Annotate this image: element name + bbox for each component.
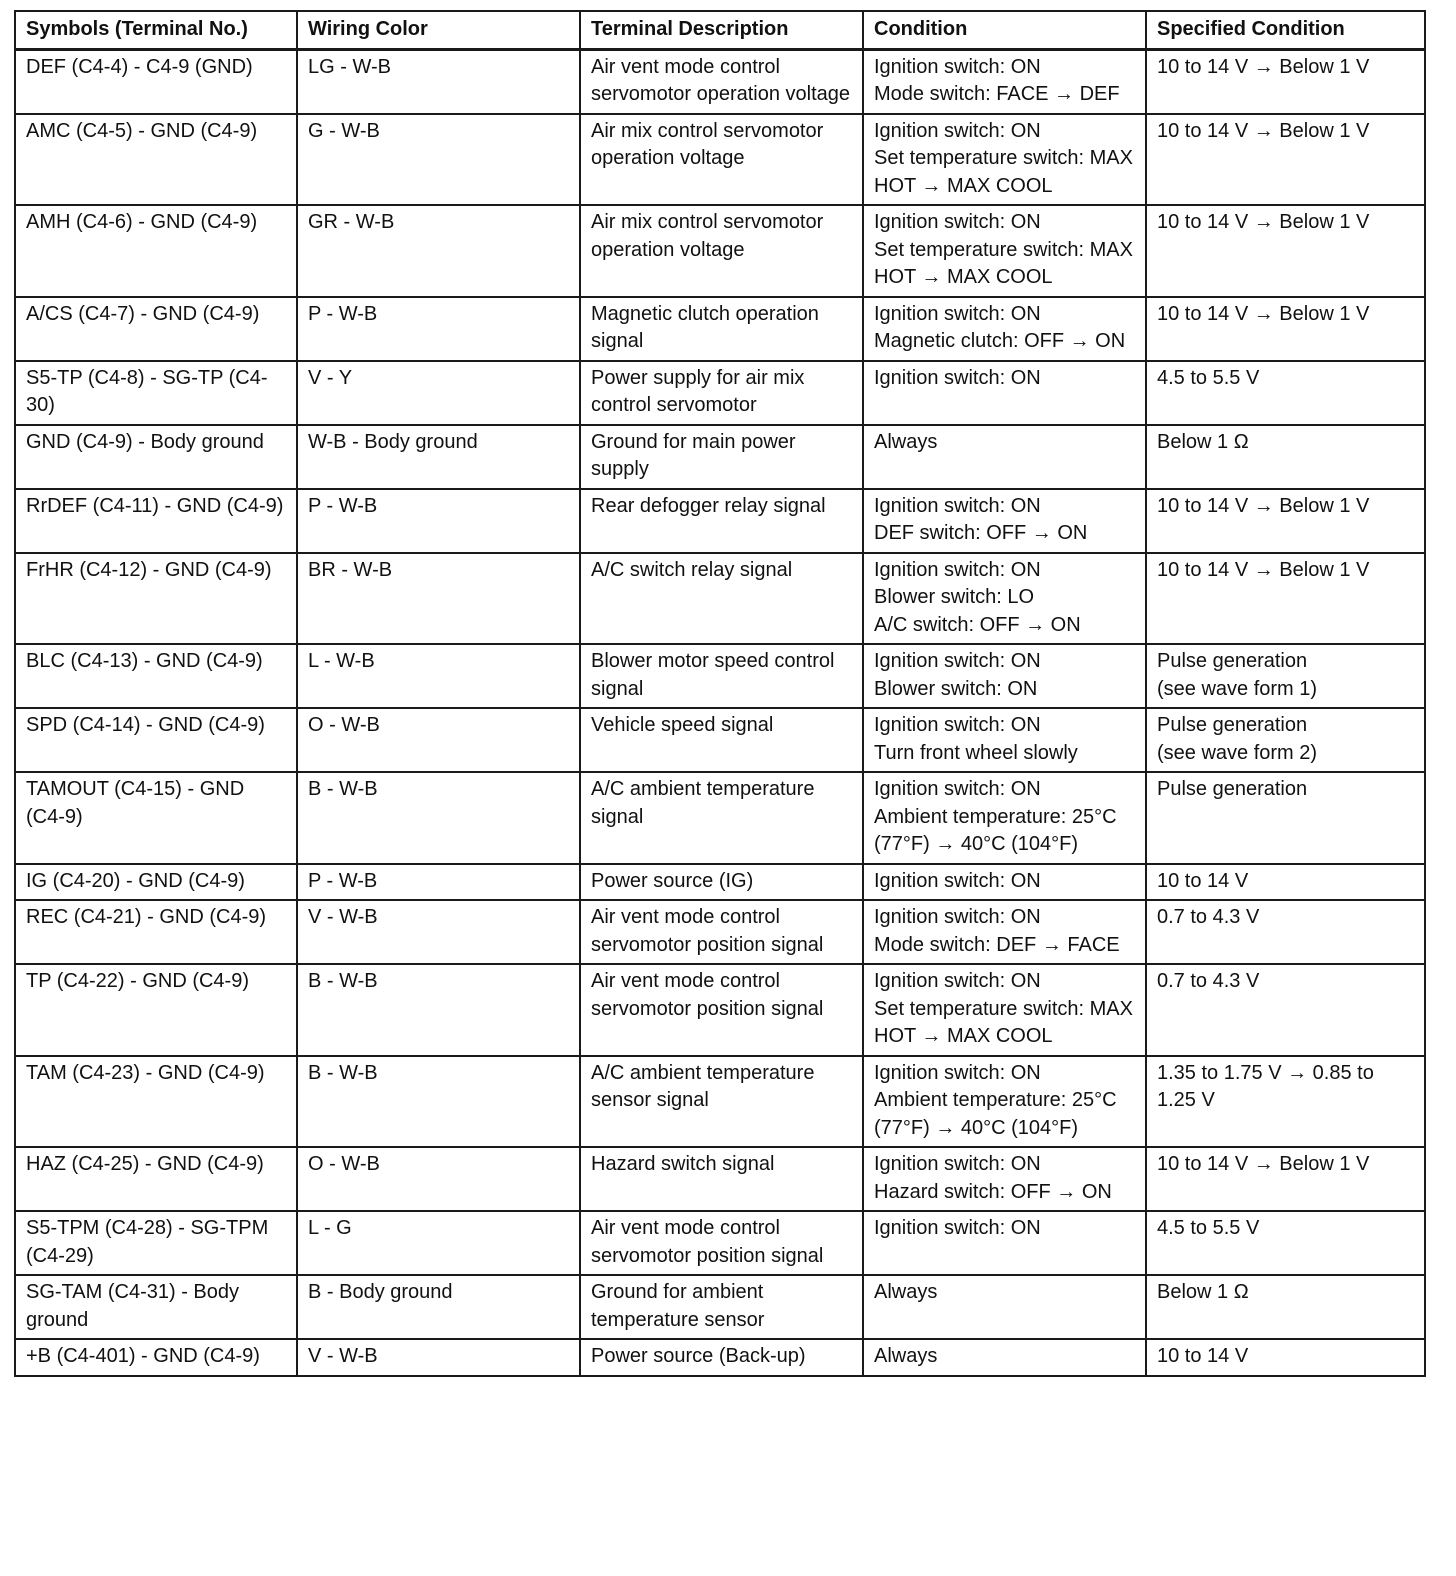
cell-wiring-color: P - W-B [297, 864, 580, 901]
cell-condition [863, 553, 1146, 645]
cell-condition-line: Set temperature switch: MAX HOT → MAX COOL [874, 997, 1133, 1047]
table-row [15, 964, 1425, 1056]
cell-condition [863, 205, 1146, 297]
cell-symbol: +B (C4-401) - GND (C4-9) [15, 1339, 297, 1376]
cell-condition [863, 361, 1146, 425]
table-row [15, 708, 1425, 772]
cell-specified [1146, 489, 1425, 553]
table-row [15, 425, 1425, 489]
header-row [15, 11, 1425, 49]
cell-condition-line: Always [874, 1281, 938, 1303]
cell-symbol: SG-TAM (C4-31) - Body ground [15, 1275, 297, 1339]
cell-specified [1146, 1211, 1425, 1275]
cell-specified [1146, 297, 1425, 361]
table-row [15, 772, 1425, 864]
cell-description: A/C ambient temperature signal [580, 772, 863, 864]
cell-condition-line: Ignition switch: ON [874, 55, 1041, 78]
cell-condition-line: Ignition switch: ON [874, 869, 1041, 892]
cell-condition-line: Ignition switch: ON [874, 119, 1041, 142]
cell-description: Air mix control servomotor operation voltage [580, 114, 863, 206]
cell-condition [863, 114, 1146, 206]
table-row [15, 297, 1425, 361]
cell-condition [863, 1056, 1146, 1148]
cell-specified [1146, 1275, 1425, 1339]
cell-condition-line: Blower switch: ON [874, 677, 1038, 700]
cell-condition-line: Mode switch: DEF → FACE [874, 933, 1120, 956]
cell-condition-line: Set temperature switch: MAX HOT → MAX COOL [874, 238, 1133, 288]
cell-wiring-color: V - W-B [297, 900, 580, 964]
cell-wiring-color: B - W-B [297, 964, 580, 1056]
cell-condition-line: Always [874, 430, 938, 453]
cell-description: Rear defogger relay signal [580, 489, 863, 553]
table-row [15, 1147, 1425, 1211]
cell-symbol: DEF (C4-4) - C4-9 (GND) [15, 49, 297, 114]
cell-wiring-color: V - W-B [297, 1339, 580, 1376]
cell-condition [863, 1339, 1146, 1376]
cell-specified [1146, 1147, 1425, 1211]
terminal-spec-table [14, 10, 1426, 1377]
cell-condition [863, 1275, 1146, 1339]
cell-condition [863, 644, 1146, 708]
header-specified-condition: Specified Condition [1146, 11, 1425, 49]
cell-condition [863, 772, 1146, 864]
cell-specified [1146, 644, 1425, 708]
cell-condition-line: Turn front wheel slowly [874, 741, 1078, 764]
cell-specified [1146, 205, 1425, 297]
cell-description: Vehicle speed signal [580, 708, 863, 772]
cell-condition-line: Ignition switch: ON [874, 558, 1041, 581]
cell-condition-line: Always [874, 1345, 938, 1367]
cell-specified-line: 10 to 14 V → Below 1 V [1157, 119, 1370, 142]
cell-symbol: A/CS (C4-7) - GND (C4-9) [15, 297, 297, 361]
cell-condition [863, 900, 1146, 964]
table-row [15, 205, 1425, 297]
cell-specified-line: 10 to 14 V → Below 1 V [1157, 211, 1370, 233]
cell-wiring-color: W-B - Body ground [297, 425, 580, 489]
cell-condition-line: Ignition switch: ON [874, 211, 1041, 233]
cell-specified-line: Below 1 Ω [1157, 430, 1249, 453]
cell-description: Magnetic clutch operation signal [580, 297, 863, 361]
cell-condition-line: Ignition switch: ON [874, 650, 1041, 672]
cell-description: Ground for main power supply [580, 425, 863, 489]
cell-specified-line: 10 to 14 V [1157, 869, 1249, 892]
cell-specified [1146, 49, 1425, 114]
cell-specified-line: 10 to 14 V → Below 1 V [1157, 494, 1370, 517]
cell-wiring-color: BR - W-B [297, 553, 580, 645]
cell-condition [863, 49, 1146, 114]
cell-description: Ground for ambient temperature sensor [580, 1275, 863, 1339]
cell-specified-line: 4.5 to 5.5 V [1157, 366, 1260, 389]
cell-wiring-color: L - W-B [297, 644, 580, 708]
table-row [15, 361, 1425, 425]
cell-wiring-color: L - G [297, 1211, 580, 1275]
cell-description: A/C switch relay signal [580, 553, 863, 645]
cell-description: A/C ambient temperature sensor signal [580, 1056, 863, 1148]
cell-specified [1146, 772, 1425, 864]
cell-condition [863, 297, 1146, 361]
cell-specified [1146, 1339, 1425, 1376]
cell-specified [1146, 553, 1425, 645]
table-row [15, 114, 1425, 206]
cell-description: Hazard switch signal [580, 1147, 863, 1211]
cell-condition-line: Ignition switch: ON [874, 778, 1041, 800]
cell-symbol: RrDEF (C4-11) - GND (C4-9) [15, 489, 297, 553]
cell-specified-line: Pulse generation [1157, 650, 1308, 672]
cell-wiring-color: P - W-B [297, 489, 580, 553]
cell-specified-line: (see wave form 2) [1157, 741, 1318, 764]
cell-symbol: AMH (C4-6) - GND (C4-9) [15, 205, 297, 297]
cell-condition-line: Ignition switch: ON [874, 970, 1041, 992]
cell-condition-line: Ignition switch: ON [874, 1153, 1041, 1175]
cell-condition-line: Ignition switch: ON [874, 1061, 1041, 1084]
cell-description: Air vent mode control servomotor position signal [580, 900, 863, 964]
cell-symbol: TP (C4-22) - GND (C4-9) [15, 964, 297, 1056]
cell-condition [863, 425, 1146, 489]
table-row [15, 1275, 1425, 1339]
cell-symbol: TAMOUT (C4-15) - GND (C4-9) [15, 772, 297, 864]
cell-specified [1146, 900, 1425, 964]
table-body [15, 49, 1425, 1376]
cell-wiring-color: O - W-B [297, 1147, 580, 1211]
cell-symbol: S5-TP (C4-8) - SG-TP (C4-30) [15, 361, 297, 425]
cell-wiring-color: G - W-B [297, 114, 580, 206]
cell-specified-line: 10 to 14 V → Below 1 V [1157, 1153, 1370, 1175]
cell-condition-line: Mode switch: FACE → DEF [874, 83, 1120, 105]
cell-condition [863, 708, 1146, 772]
cell-specified-line: 10 to 14 V [1157, 1345, 1249, 1367]
cell-description: Air mix control servomotor operation voltage [580, 205, 863, 297]
cell-specified [1146, 708, 1425, 772]
cell-symbol: IG (C4-20) - GND (C4-9) [15, 864, 297, 901]
cell-wiring-color: LG - W-B [297, 49, 580, 114]
cell-wiring-color: B - Body ground [297, 1275, 580, 1339]
cell-specified [1146, 114, 1425, 206]
cell-condition-line: Ambient temperature: 25°C (77°F) → 40°C (104°F) [874, 1089, 1117, 1139]
cell-wiring-color: V - Y [297, 361, 580, 425]
cell-symbol: SPD (C4-14) - GND (C4-9) [15, 708, 297, 772]
cell-condition [863, 1211, 1146, 1275]
cell-specified-line: (see wave form 1) [1157, 677, 1318, 700]
cell-condition [863, 489, 1146, 553]
cell-wiring-color: GR - W-B [297, 205, 580, 297]
cell-condition-line: Ambient temperature: 25°C (77°F) → 40°C (104°F) [874, 805, 1117, 855]
cell-wiring-color: B - W-B [297, 1056, 580, 1148]
cell-description: Power supply for air mix control servomotor [580, 361, 863, 425]
cell-condition-line: Ignition switch: ON [874, 1217, 1041, 1239]
table-row [15, 1056, 1425, 1148]
cell-specified [1146, 361, 1425, 425]
cell-symbol: FrHR (C4-12) - GND (C4-9) [15, 553, 297, 645]
cell-symbol: REC (C4-21) - GND (C4-9) [15, 900, 297, 964]
table-row [15, 1339, 1425, 1376]
table-row [15, 49, 1425, 114]
cell-description: Power source (Back-up) [580, 1339, 863, 1376]
cell-specified-line: 10 to 14 V → Below 1 V [1157, 55, 1370, 78]
cell-condition [863, 1147, 1146, 1211]
cell-specified-line: Pulse generation [1157, 778, 1308, 800]
cell-specified-line: 10 to 14 V → Below 1 V [1157, 302, 1370, 325]
cell-condition-line: Ignition switch: ON [874, 494, 1041, 517]
cell-description: Air vent mode control servomotor position signal [580, 964, 863, 1056]
cell-description: Power source (IG) [580, 864, 863, 901]
header-symbols: Symbols (Terminal No.) [15, 11, 297, 49]
cell-specified-line: Below 1 Ω [1157, 1281, 1249, 1303]
cell-wiring-color: O - W-B [297, 708, 580, 772]
cell-symbol: TAM (C4-23) - GND (C4-9) [15, 1056, 297, 1148]
cell-wiring-color: P - W-B [297, 297, 580, 361]
table-row [15, 1211, 1425, 1275]
cell-condition [863, 864, 1146, 901]
cell-condition-line: Ignition switch: ON [874, 906, 1041, 928]
cell-condition-line: Ignition switch: ON [874, 366, 1041, 389]
cell-description: Air vent mode control servomotor operation voltage [580, 49, 863, 114]
cell-specified [1146, 425, 1425, 489]
cell-condition-line: Blower switch: LO [874, 586, 1035, 608]
cell-specified-line: 4.5 to 5.5 V [1157, 1217, 1260, 1239]
cell-condition-line: Magnetic clutch: OFF → ON [874, 330, 1126, 352]
cell-condition [863, 964, 1146, 1056]
cell-specified [1146, 964, 1425, 1056]
cell-specified [1146, 1056, 1425, 1148]
cell-condition-line: DEF switch: OFF → ON [874, 522, 1088, 544]
cell-condition-line: Set temperature switch: MAX HOT → MAX COOL [874, 147, 1133, 197]
table-row [15, 489, 1425, 553]
header-terminal-description: Terminal Description [580, 11, 863, 49]
table-row [15, 900, 1425, 964]
cell-symbol: GND (C4-9) - Body ground [15, 425, 297, 489]
table-row [15, 864, 1425, 901]
cell-symbol: S5-TPM (C4-28) - SG-TPM (C4-29) [15, 1211, 297, 1275]
cell-specified [1146, 864, 1425, 901]
cell-condition-line: Ignition switch: ON [874, 302, 1041, 325]
cell-description: Air vent mode control servomotor position signal [580, 1211, 863, 1275]
cell-description: Blower motor speed control signal [580, 644, 863, 708]
table-row [15, 553, 1425, 645]
header-wiring-color: Wiring Color [297, 11, 580, 49]
cell-specified-line: 0.7 to 4.3 V [1157, 906, 1260, 928]
cell-condition-line: Hazard switch: OFF → ON [874, 1180, 1112, 1203]
cell-symbol: AMC (C4-5) - GND (C4-9) [15, 114, 297, 206]
cell-specified-line: Pulse generation [1157, 714, 1308, 736]
cell-wiring-color: B - W-B [297, 772, 580, 864]
cell-symbol: BLC (C4-13) - GND (C4-9) [15, 644, 297, 708]
cell-symbol: HAZ (C4-25) - GND (C4-9) [15, 1147, 297, 1211]
cell-specified-line: 10 to 14 V → Below 1 V [1157, 558, 1370, 581]
cell-condition-line: A/C switch: OFF → ON [874, 613, 1081, 636]
cell-condition-line: Ignition switch: ON [874, 714, 1041, 736]
cell-specified-line: 1.35 to 1.75 V → 0.85 to 1.25 V [1157, 1061, 1374, 1111]
table-row [15, 644, 1425, 708]
cell-specified-line: 0.7 to 4.3 V [1157, 970, 1260, 992]
header-condition: Condition [863, 11, 1146, 49]
